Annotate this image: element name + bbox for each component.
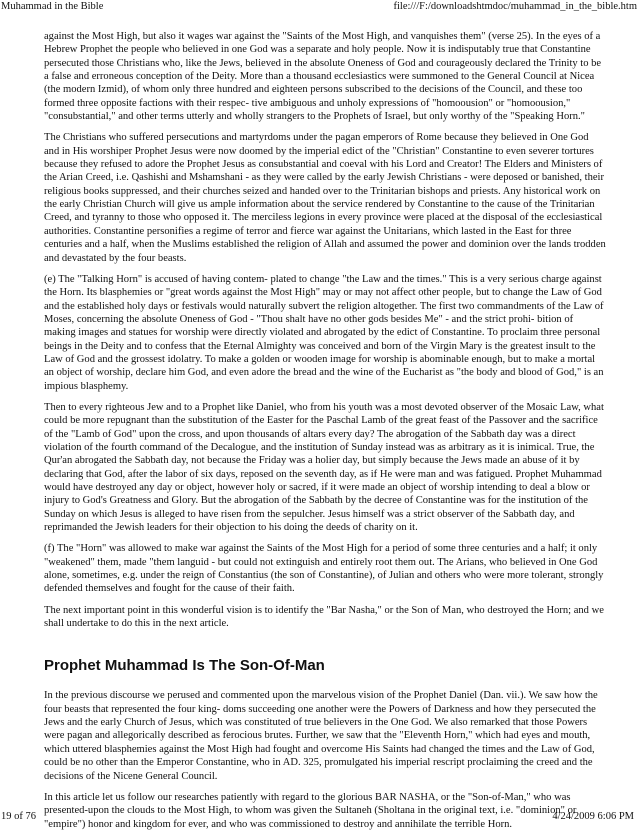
body-paragraph: In the previous discourse we perused and commented upon the marvelous vision of the Prophet Daniel (Dan. vii.). We saw how the four beasts that represented the four king- doms succeeding one another were the Powers of Darkness and how they persecuted the Jews and the early Church of Jesus, which was constituted of true believers in the One God. We also remarked that those Powers were pagan and allegorically described as ferocious brutes. Further, we saw that the "Eleventh Horn," which had eyes and mouth, which uttered blasphemies against the Most High had fought and overcome His Saints had changed the times and the Law of God, could be no other than the Emperor Constantine, who in AD. 325, promulgated his imperial rescript proclaiming the creed and the decisions of the Nicene General Council. [44, 690, 598, 782]
section-heading: Prophet Muhammad Is The Son-Of-Man [44, 657, 325, 675]
document-title: Muhammad in the Bible [1, 1, 104, 12]
body-paragraph: The next important point in this wonderful vision is to identify the "Bar Nasha," or the Son of Man, who destroyed the Horn; and we shall undertake to do this in the next article. [44, 604, 604, 630]
page-footer [0, 810, 638, 824]
page-number: 19 of 76 [1, 811, 36, 822]
print-datetime: 4/24/2009 6:06 PM [552, 811, 634, 822]
body-paragraph: against the Most High, but also it wages war against the "Saints of the Most High, and vanquishes them" (verse 25). In the eyes of a Hebrew Prophet the people who believed in one God was a separate and holy people. Now it is indisputably true that Constantine persecuted those Christians who, like the Jews, believed in the absolute Oneness of God and courageously declared the Trinity to be a false and erroneous conception of the Deity. More than a thousand ecclesiastics were summoned to the General Council at Nicea (the modern Izmid), of whom only three hundred and eighteen persons subscribed to the decisions of the Council, and these too formed three opposite factions with their respec- tive ambiguous and unholy expressions of "homoousion" or "homoousion," "consubstantial," and other terms utterly and wholly strangers to the Prophets of Israel, but only worthy of the "Speaking Horn." [44, 31, 602, 123]
document-body [44, 30, 606, 839]
body-paragraph: The Christians who suffered persecutions and martyrdoms under the pagan emperors of Rome because they believed in One God and in His worshiper Prophet Jesus were now doomed by the imperial edict of the "Christian" Constantine to even severer tortures because they refused to adore the Prophet Jesus as consubstantial and coeval with his Lord and Creator! The Elders and Ministers of the Arian Creed, i.e. Qashishi and Mshamshani - as they were called by the early Jewish Christians - were deposed or banished, their religious books suppressed, and their churches seized and handed over to the Trinitarian bishops and priests. Any historical work on the early Christian Church will give us ample information about the service rendered by Constantine to the cause of the Trinitarian Creed, and tyranny to those who opposed it. The merciless legions in every province were placed at the disposal of the ecclesiastical authorities. Constantine personifies a regime of terror and fierce war against the Unitarians, which lasted in the East for three centuries and a half, when the Muslims established the religion of Allah and assumed the power and dominion over the lands trodden and devastated by the four beasts. [44, 132, 606, 264]
page-header [0, 0, 638, 14]
body-paragraph: Then to every righteous Jew and to a Prophet like Daniel, who from his youth was a most devoted observer of the Mosaic Law, what could be more repugnant than the substitution of the Easter for the Paschal Lamb of the great feast of the Passover and the sacrifice of the "Lamb of God" upon the cross, and upon thousands of altars every day? The abrogation of the Sabbath day was a direct violation of the fourth command of the Decalogue, and the institution of Sunday instead was as arbitrary as it is inimical. True, the Qur'an abrogated the Sabbath day, not because the Friday was a holier day, but simply because the Jews made an abuse of it by declaring that God, after the labor of six days, reposed on the seventh day, as if He were man and was fatigued. Prophet Muhammad would have destroyed any day or object, however holy or sacred, if it were made an object of worship intending to deal a blow or injury to God's Greatness and Glory. But the abrogation of the Sabbath by the decree of Constantine was for the institution of the Sunday on which Jesus is alleged to have risen from the sepulcher. Jesus himself was a strict observer of the Sabbath day, and reprimanded the Jewish leaders for their objection to his doing the deeds of charity on it. [44, 401, 604, 534]
file-path: file:///F:/downloadshtmdoc/muhammad_in_the_bible.htm [393, 1, 637, 12]
body-paragraph: (e) The "Talking Horn" is accused of having contem- plated to change "the Law and the times." This is a very serious charge against the Horn. Its blasphemies or "great words against the Most High" may or may not affect other people, but to change the Law of God and the established holy days or festivals would naturally subvert the religion altogether. The first two commandments of the Law of Moses, concerning the absolute Oneness of God - "Thou shalt have no other gods besides Me" - and the strict prohi- bition of making images and statues for worship were directly violated and abrogated by the edict of Constantine. To proclaim three personal beings in the Deity and to confess that the Eternal Almighty was conceived and born of the Virgin Mary is the greatest insult to the Law of God and the grossest idolatry. To make a golden or wooden image for worship is abominable enough, but to make a mortal an object of worship, declare him God, and even adore the bread and the wine of the Eucharist as "the body and blood of God," is an impious blasphemy. [44, 273, 604, 392]
body-paragraph: In this article let us follow our researches patiently with regard to the glorious BAR NASHA, or the "Son-of-Man," who was presented-upon the clouds to the Most High, to whom was given the Sultaneh (Sholtana in the original text, i.e. "dominion" or "empire") honor and kingdom for ever, and who was commissioned to destroy and annihilate the terrible Horn. [44, 791, 577, 830]
body-paragraph: (f) The "Horn" was allowed to make war against the Saints of the Most High for a period of some three centuries and a half; it only "weakened" them, made "them languid - but could not extinguish and entirely root them out. The Arians, who believed in One God alone, sometimes, e.g. under the reign of Constantius (the son of Constantine), of Julian and others who were more tolerant, strongly defended themselves and fought for the cause of their faith. [44, 543, 604, 595]
